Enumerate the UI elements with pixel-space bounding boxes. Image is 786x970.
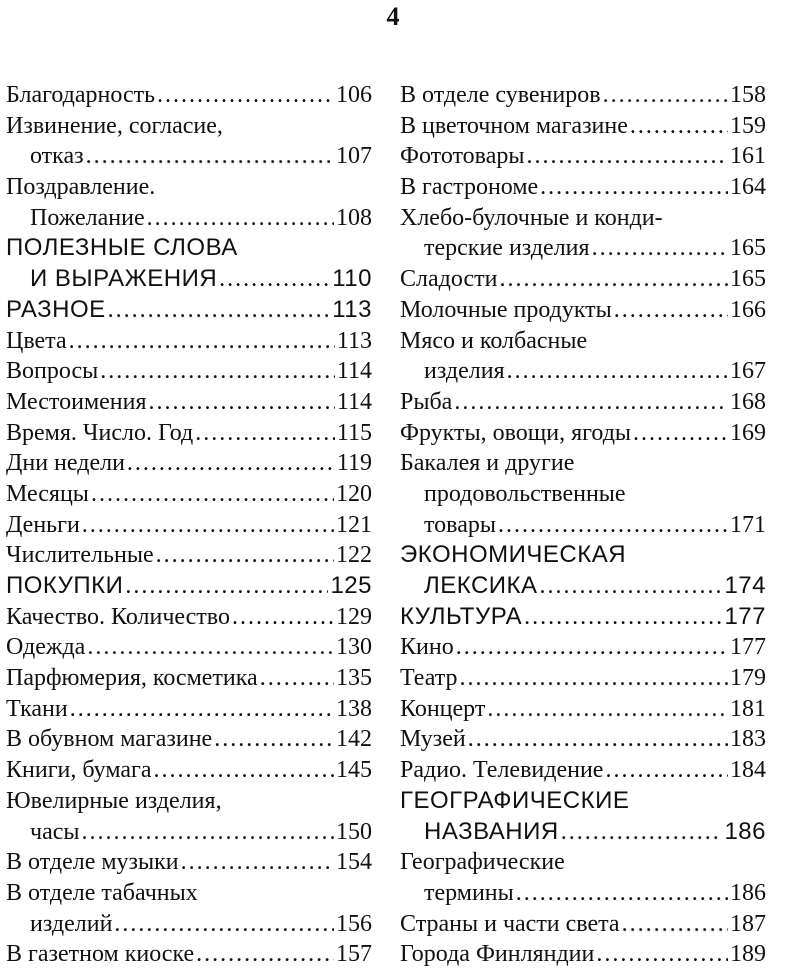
dot-leader xyxy=(524,602,722,633)
dot-leader xyxy=(460,663,728,694)
toc-entry xyxy=(400,80,766,111)
toc-page-number: 184 xyxy=(730,757,766,784)
toc-entry-title: ПОКУПКИ xyxy=(6,572,124,599)
toc-page-number: 187 xyxy=(730,910,766,937)
dot-leader xyxy=(499,264,728,295)
toc-section-heading xyxy=(6,295,372,326)
toc-section-heading xyxy=(400,817,766,848)
dot-leader xyxy=(154,755,334,786)
dot-leader xyxy=(526,141,728,172)
toc-entry xyxy=(6,632,372,663)
dot-leader xyxy=(498,510,728,541)
toc-entry-title: НАЗВАНИЯ xyxy=(424,817,559,845)
toc-entry xyxy=(400,326,766,357)
dot-leader xyxy=(147,203,334,234)
toc-entry-title: РАЗНОЕ xyxy=(6,295,106,323)
toc-page-number: 161 xyxy=(730,143,766,170)
toc-entry xyxy=(400,755,766,786)
dot-leader xyxy=(149,387,335,418)
toc-entry xyxy=(6,540,372,571)
dot-leader xyxy=(456,632,728,663)
toc-section-heading xyxy=(400,540,766,571)
toc-entry xyxy=(6,817,372,848)
toc-entry-title: Мясо и колбасные xyxy=(400,327,588,354)
toc-entry-title: Театр xyxy=(400,665,458,692)
toc-entry xyxy=(400,694,766,725)
toc-entry-title: продовольственные xyxy=(424,480,626,507)
dot-leader xyxy=(454,387,728,418)
toc-entry xyxy=(400,663,766,694)
toc-page-number: 142 xyxy=(336,726,372,753)
toc-section-heading xyxy=(6,233,372,264)
dot-leader xyxy=(181,847,334,878)
toc-entry xyxy=(6,172,372,203)
toc-entry-title: В отделе музыки xyxy=(6,849,179,876)
toc-entry xyxy=(6,448,372,479)
toc-page-number: 156 xyxy=(336,910,372,937)
toc-entry xyxy=(6,479,372,510)
toc-entry-title: Парфюмерия, косметика xyxy=(6,665,258,692)
dot-leader xyxy=(214,724,334,755)
toc-entry-title: термины xyxy=(424,879,514,906)
toc-page-number: 145 xyxy=(336,757,372,784)
page-number: 4 xyxy=(386,2,400,31)
toc-section-heading xyxy=(400,602,766,633)
toc-entry-title: Дни недели xyxy=(6,450,125,477)
toc-entry xyxy=(6,111,372,142)
toc-entry-title: Бакалея и другие xyxy=(400,450,575,477)
toc-entry-title: Сладости xyxy=(400,266,498,293)
toc-entry-title: Одежда xyxy=(6,634,86,661)
dot-leader xyxy=(605,755,728,786)
dot-leader xyxy=(468,724,728,755)
toc-entry xyxy=(400,448,766,479)
toc-page-number: 171 xyxy=(730,511,766,538)
toc-entry xyxy=(400,172,766,203)
toc-entry-title: Хлебо-булочные и конди- xyxy=(400,204,663,231)
toc-entry-title: изделий xyxy=(30,910,113,937)
toc-entry xyxy=(6,724,372,755)
toc-entry-title: Музей xyxy=(400,726,466,753)
toc-entry-title: В гастрономе xyxy=(400,174,539,201)
toc-right-column xyxy=(400,80,766,970)
toc-entry-title: В цветочном магазине xyxy=(400,112,628,139)
toc-entry-title: Пожелание xyxy=(30,204,145,231)
dot-leader xyxy=(630,111,728,142)
toc-entry-title: В газетном киоске xyxy=(6,941,195,968)
toc-entry xyxy=(400,141,766,172)
toc-entry xyxy=(400,356,766,387)
toc-entry xyxy=(6,326,372,357)
toc-entry xyxy=(400,847,766,878)
toc-page-number: 110 xyxy=(332,265,372,293)
dot-leader xyxy=(70,694,334,725)
dot-leader xyxy=(219,264,330,295)
toc-entry-title: часы xyxy=(30,818,80,845)
toc-page-number: 130 xyxy=(336,634,372,661)
toc-entry-title: Время. Число. Год xyxy=(6,419,194,446)
toc-entry xyxy=(400,479,766,510)
toc-entry-title: Страны и части света xyxy=(400,910,620,937)
toc-entry-title: Книги, бумага xyxy=(6,757,152,784)
toc-entry-title: Местоимения xyxy=(6,388,147,415)
dot-leader xyxy=(114,909,334,940)
toc-entry-title: Фрукты, овощи, ягоды xyxy=(400,419,632,446)
toc-entry xyxy=(6,387,372,418)
toc-entry-title: Цвета xyxy=(6,327,67,354)
dot-leader xyxy=(614,295,728,326)
toc-page-number: 168 xyxy=(730,388,766,415)
toc-entry-title: Поздравление. xyxy=(6,174,156,201)
toc-entry-title: В отделе сувениров xyxy=(400,82,601,108)
toc-page-number: 113 xyxy=(336,327,372,354)
dot-leader xyxy=(156,540,334,571)
toc-entry-title: ГЕОГРАФИЧЕСКИЕ xyxy=(400,786,630,814)
dot-leader xyxy=(592,233,728,264)
toc-entry xyxy=(400,387,766,418)
toc-page-number: 169 xyxy=(730,419,766,446)
toc-page-number: 129 xyxy=(336,603,372,630)
dot-leader xyxy=(82,817,335,848)
toc-entry-title: Деньги xyxy=(6,511,80,538)
toc-entry-title: Качество. Количество xyxy=(6,603,230,630)
toc-entry xyxy=(6,694,372,725)
dot-leader xyxy=(260,663,334,694)
dot-leader xyxy=(603,80,728,111)
toc-page-number: 177 xyxy=(724,602,766,630)
toc-page-number: 138 xyxy=(336,695,372,722)
toc-entry-title: ЛЕКСИКА xyxy=(424,572,538,599)
toc-entry xyxy=(400,724,766,755)
toc-entry xyxy=(6,356,372,387)
toc-page-number: 114 xyxy=(336,388,372,415)
toc-entry-title: И ВЫРАЖЕНИЯ xyxy=(30,265,218,293)
toc-entry xyxy=(400,878,766,909)
toc-page-number: 183 xyxy=(730,726,766,753)
toc-entry xyxy=(6,203,372,234)
toc-page-number: 154 xyxy=(336,849,372,876)
toc-entry xyxy=(6,510,372,541)
toc-page-number: 115 xyxy=(336,419,372,446)
toc-entry-title: КУЛЬТУРА xyxy=(400,602,523,630)
toc-entry-title: Ткани xyxy=(6,695,68,722)
toc-page-number: 186 xyxy=(730,879,766,906)
toc-entry xyxy=(6,909,372,940)
toc-entry-title: Радио. Телевидение xyxy=(400,757,604,784)
toc-entry-title: Кино xyxy=(400,634,454,661)
toc-entry-title: Вопросы xyxy=(6,358,99,385)
dot-leader xyxy=(596,939,728,970)
toc-page-number: 189 xyxy=(730,941,766,968)
toc-page-number: 164 xyxy=(730,174,766,201)
toc-page-number: 106 xyxy=(336,82,372,108)
toc-page-number: 158 xyxy=(730,82,766,108)
toc-page-number: 165 xyxy=(730,235,766,262)
toc-entry xyxy=(6,847,372,878)
toc-entry xyxy=(400,632,766,663)
toc-entry xyxy=(6,663,372,694)
toc-page-number: 186 xyxy=(724,817,766,845)
dot-leader xyxy=(561,817,723,848)
toc-entry-title: Месяцы xyxy=(6,480,89,507)
toc-page-number: 167 xyxy=(730,358,766,385)
toc-entry-title: В отделе табачных xyxy=(6,879,198,906)
toc-entry-title: Числительные xyxy=(6,542,154,569)
dot-leader xyxy=(100,356,335,387)
toc-entry xyxy=(6,80,372,111)
toc-entry xyxy=(6,878,372,909)
toc-entry xyxy=(6,786,372,817)
dot-leader xyxy=(487,694,728,725)
dot-leader xyxy=(108,295,331,326)
toc-entry xyxy=(400,939,766,970)
dot-leader xyxy=(127,448,335,479)
toc-entry-title: ЭКОНОМИЧЕСКАЯ xyxy=(400,541,627,569)
toc-entry-title: Извинение, согласие, xyxy=(6,112,223,139)
toc-page-number: 125 xyxy=(330,572,372,599)
toc-left-column xyxy=(6,80,372,970)
toc-entry xyxy=(400,909,766,940)
toc-entry-title: ПОЛЕЗНЫЕ СЛОВА xyxy=(6,234,238,262)
toc-entry xyxy=(6,939,372,970)
toc-entry xyxy=(400,510,766,541)
toc-entry-title: Города Финляндии xyxy=(400,941,595,968)
toc-entry-title: Молочные продукты xyxy=(400,296,612,323)
toc-page-number: 122 xyxy=(336,542,372,569)
toc-page-number: 174 xyxy=(724,572,766,599)
toc-page-number: 113 xyxy=(332,295,372,323)
toc-page-number: 120 xyxy=(336,480,372,507)
dot-leader xyxy=(86,141,334,172)
toc-entry-title: Фототовары xyxy=(400,143,525,170)
toc-entry-title: Благодарность xyxy=(6,82,156,108)
toc-section-heading xyxy=(400,571,766,602)
dot-leader xyxy=(157,80,334,111)
toc-page-number: 181 xyxy=(730,695,766,722)
toc-page-number: 119 xyxy=(336,450,372,477)
toc-page-number: 108 xyxy=(336,204,372,231)
toc-page-number: 121 xyxy=(336,511,372,538)
toc-page-number: 114 xyxy=(336,358,372,385)
toc-entry xyxy=(400,418,766,449)
toc-entry xyxy=(400,295,766,326)
dot-leader xyxy=(540,571,723,602)
toc-entry xyxy=(400,233,766,264)
dot-leader xyxy=(540,172,728,203)
dot-leader xyxy=(516,878,728,909)
dot-leader xyxy=(633,418,728,449)
toc-entry xyxy=(400,264,766,295)
dot-leader xyxy=(622,909,728,940)
toc-entry xyxy=(400,203,766,234)
toc-entry-title: Концерт xyxy=(400,695,486,722)
toc-page-number: 157 xyxy=(336,941,372,968)
toc-entry xyxy=(6,418,372,449)
toc-entry xyxy=(6,755,372,786)
toc-entry-title: изделия xyxy=(424,358,505,385)
toc-section-heading xyxy=(400,786,766,817)
toc-page-number: 135 xyxy=(336,665,372,692)
toc-entry-title: товары xyxy=(424,511,496,538)
toc-entry xyxy=(6,141,372,172)
toc-entry-title: Рыба xyxy=(400,388,453,415)
toc-page-number: 166 xyxy=(730,296,766,323)
toc-entry-title: терские изделия xyxy=(424,235,590,262)
dot-leader xyxy=(232,602,334,633)
dot-leader xyxy=(82,510,334,541)
toc-entry xyxy=(400,111,766,142)
dot-leader xyxy=(87,632,334,663)
toc-section-heading xyxy=(6,571,372,602)
dot-leader xyxy=(507,356,728,387)
dot-leader xyxy=(125,571,328,602)
toc-page-number: 107 xyxy=(336,143,372,170)
dot-leader xyxy=(69,326,335,357)
toc-page-number: 150 xyxy=(336,818,372,845)
dot-leader xyxy=(195,418,335,449)
toc-section-heading xyxy=(6,264,372,295)
toc-entry-title: Ювелирные изделия, xyxy=(6,787,222,814)
toc-page-number: 159 xyxy=(730,112,766,139)
toc-entry-title: отказ xyxy=(30,143,84,170)
toc-entry-title: Географические xyxy=(400,849,565,876)
toc-page-number: 179 xyxy=(730,665,766,692)
toc-page-number: 177 xyxy=(730,634,766,661)
dot-leader xyxy=(196,939,334,970)
toc-entry xyxy=(6,602,372,633)
dot-leader xyxy=(91,479,334,510)
toc-entry-title: В обувном магазине xyxy=(6,726,213,753)
toc-page-number: 165 xyxy=(730,266,766,293)
